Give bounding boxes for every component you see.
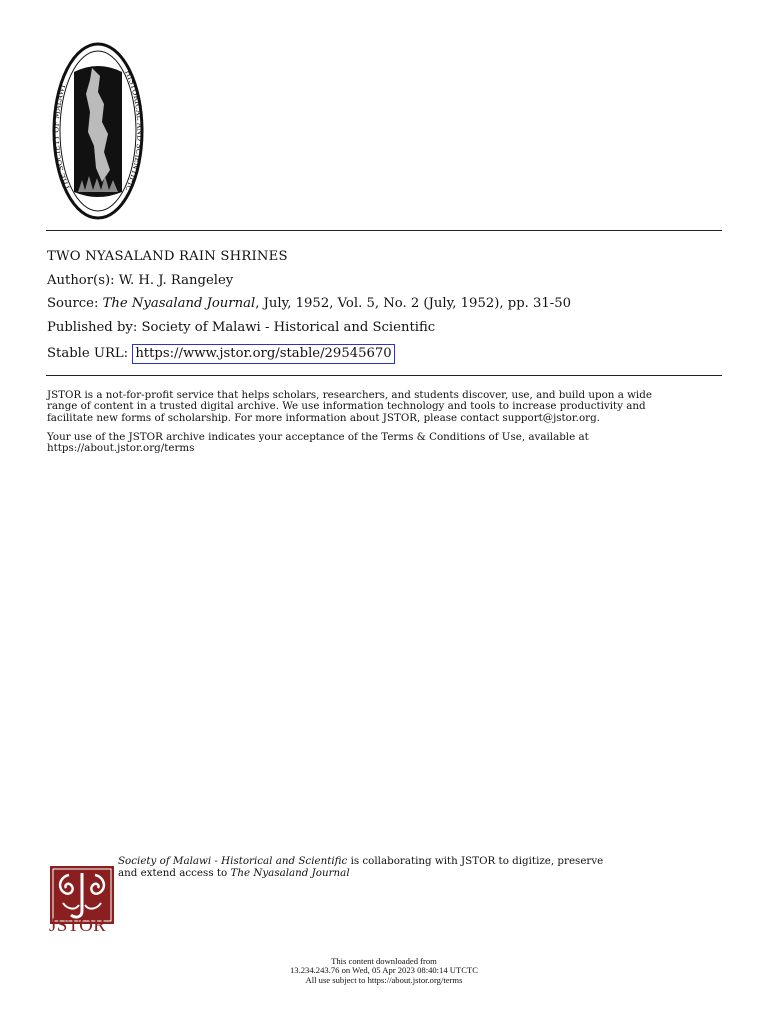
collab-mid: is collaborating with JSTOR to digitize, preserve: [347, 855, 604, 867]
notice-line: JSTOR is a not-for-profit service that helps scholars, researchers, and students discover, use, and build upon a wide: [47, 389, 652, 401]
notice-line: facilitate new forms of scholarship. For more information about JSTOR, please contact support@jstor.org.: [47, 411, 600, 424]
footer-line: This content downloaded from: [331, 956, 437, 966]
download-footer: [0, 957, 768, 985]
authors-label: Author(s):: [47, 273, 115, 288]
article-title: TWO NYASALAND RAIN SHRINES: [47, 249, 288, 264]
middle-divider: [46, 375, 722, 376]
collab-society: Society of Malawi - Historical and Scientific: [118, 855, 348, 867]
footer-line: All use subject to https://about.jstor.org/terms: [305, 974, 463, 985]
collab-line-2: [118, 868, 718, 880]
stable-url-link[interactable]: https://www.jstor.org/stable/29545670: [132, 344, 394, 364]
source-journal: The Nyasaland Journal: [102, 296, 256, 311]
footer-line: 13.234.243.76 on Wed, 05 Apr 2023 08:40:14 UTCTC: [290, 965, 478, 976]
terms-notice: [47, 432, 723, 455]
authors-value: W. H. J. Rangeley: [118, 273, 234, 288]
publisher-label: Published by:: [47, 320, 138, 335]
source-details: , July, 1952, Vol. 5, No. 2 (July, 1952), pp. 31-50: [255, 296, 572, 311]
terms-url[interactable]: https://about.jstor.org/terms: [47, 442, 195, 455]
collaboration-note: [118, 856, 718, 879]
stable-url-label: Stable URL:: [47, 346, 129, 361]
collab-journal: The Nyasaland Journal: [230, 866, 350, 879]
source-label: Source:: [47, 296, 99, 311]
authors-line: [47, 273, 233, 288]
jstor-notice: [47, 390, 723, 424]
top-divider: [46, 230, 722, 231]
publisher-line: [47, 320, 435, 335]
svg-text:THE SOCIETY OF MALAWI: THE SOCIETY OF MALAWI: [52, 83, 73, 192]
notice-line: range of content in a trusted digital archive. We use information technology and tools to increase productivity and: [47, 400, 646, 413]
svg-text:HISTORICAL AND SCIENTIFIC: HISTORICAL AND SCIENTIFIC: [123, 68, 144, 193]
jstor-wordmark: JSTOR: [49, 915, 107, 936]
publisher-value: Society of Malawi - Historical and Scientific: [141, 320, 436, 335]
society-seal-logo: [52, 42, 144, 220]
collab-prefix: and extend access to: [118, 866, 231, 879]
source-line: [47, 296, 571, 311]
stable-url-line: [47, 346, 395, 361]
terms-line: Your use of the JSTOR archive indicates your acceptance of the Terms & Conditions of Use, available at: [47, 431, 589, 443]
